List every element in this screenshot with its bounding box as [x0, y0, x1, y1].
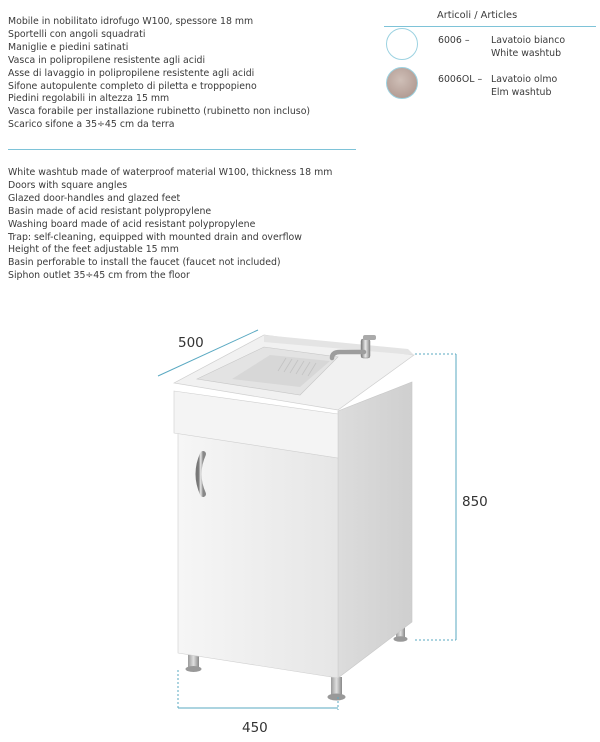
article-name-en: Elm washtub: [491, 87, 552, 98]
articles-title: Articoli / Articles: [437, 10, 518, 21]
spec-line: Basin made of acid resistant polypropylene: [8, 205, 212, 217]
spec-line: Asse di lavaggio in polipropilene resistente agli acidi: [8, 67, 255, 79]
spec-line: Basin perforable to install the faucet (faucet not included): [8, 257, 281, 269]
height-dimension: 850: [462, 494, 488, 510]
spec-line: White washtub made of waterproof material W100, thickness 18 mm: [8, 167, 333, 178]
spec-line: Vasca in polipropilene resistente agli acidi: [8, 54, 206, 66]
spec-line: Height of the feet adjustable 15 mm: [8, 244, 179, 256]
article-name-it: Lavatoio bianco: [491, 35, 566, 46]
spec-line: Scarico sifone a 35÷45 cm da terra: [8, 119, 175, 131]
depth-dimension: 500: [178, 335, 204, 351]
spec-line: Maniglie e piedini satinati: [8, 41, 129, 53]
spec-line: Siphon outlet 35÷45 cm from the floor: [8, 270, 190, 282]
width-dimension: 450: [242, 720, 268, 736]
spec-line: Sportelli con angoli squadrati: [8, 28, 146, 40]
cabinet-door: [178, 433, 338, 678]
article-code: 6006 –: [438, 35, 470, 46]
article-code: 6006OL –: [438, 74, 483, 85]
spec-line: Sifone autopulente completo di piletta e troppopieno: [8, 80, 257, 92]
spec-line: Vasca forabile per installazione rubinetto (rubinetto non incluso): [8, 106, 311, 118]
spec-line: Piedini regolabili in altezza 15 mm: [8, 93, 170, 105]
article-name-en: White washtub: [491, 48, 562, 59]
spec-line: Glazed door-handles and glazed feet: [8, 192, 181, 204]
spec-line: Doors with square angles: [8, 179, 128, 191]
spec-line: Mobile in nobilitato idrofugo W100, spessore 18 mm: [8, 16, 254, 27]
article-name-it: Lavatoio olmo: [491, 74, 558, 85]
spec-line: Trap: self-cleaning, equipped with mounted drain and overflow: [8, 231, 302, 243]
spec-line: Washing board made of acid resistant polypropylene: [8, 218, 256, 230]
